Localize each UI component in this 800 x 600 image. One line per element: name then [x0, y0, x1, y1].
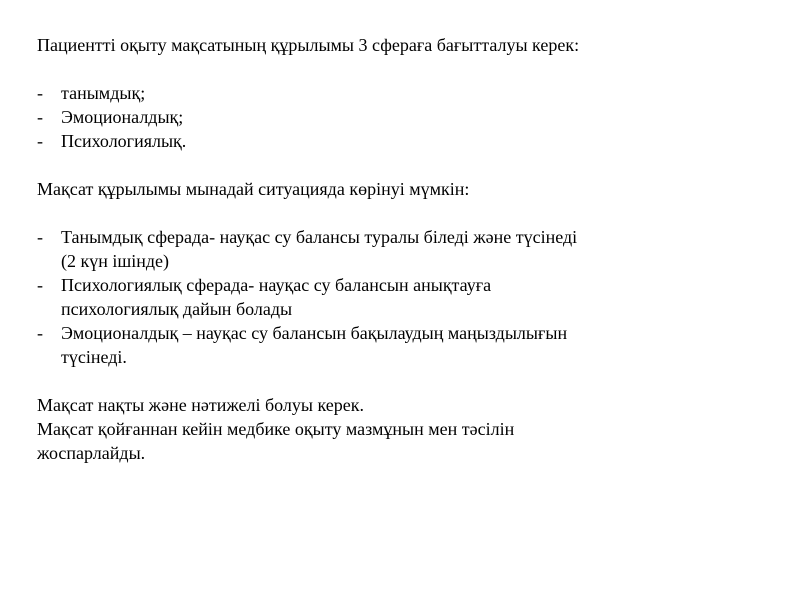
- situation-psychological-line1: Психологиялық сферада- науқас су балансын анықтауға: [61, 275, 492, 295]
- list-item: [37, 273, 757, 321]
- slide-text-body: [37, 33, 757, 465]
- sphere-psychological: Психологиялық.: [61, 131, 187, 151]
- dash-bullet: -: [37, 227, 43, 247]
- dash-bullet: -: [37, 131, 43, 151]
- list-item: [37, 81, 757, 105]
- list-item: [37, 105, 757, 129]
- spacer: [37, 369, 757, 393]
- conclusion-planning-line2: жоспарлайды.: [37, 443, 146, 463]
- dash-bullet: -: [37, 107, 43, 127]
- conclusion-planning-line1: Мақсат қойғаннан кейін медбике оқыту мазмұнын мен тәсілін: [37, 419, 515, 439]
- situation-cognitive-line2: (2 күн ішінде): [61, 251, 170, 271]
- situation-cognitive-line1: Танымдық сферада- науқас су балансы туралы біледі және түсінеді: [61, 227, 578, 247]
- dash-bullet: -: [37, 275, 43, 295]
- list-item: [37, 321, 757, 369]
- structure-intro: Мақсат құрылымы мынадай ситуацияда көрінуі мүмкін:: [37, 179, 470, 199]
- sphere-emotional: Эмоционалдық;: [61, 107, 184, 127]
- list-item: [37, 225, 757, 273]
- sphere-cognitive: танымдық;: [61, 83, 146, 103]
- slide-heading: Пациентті оқыту мақсатының құрылымы 3 сфераға бағытталуы керек:: [37, 35, 580, 55]
- situation-psychological-line2: психологиялық дайын болады: [61, 299, 293, 319]
- spacer: [37, 57, 757, 81]
- spacer: [37, 201, 757, 225]
- situations-list: [37, 225, 757, 369]
- conclusion-goal: Мақсат нақты және нәтижелі болуы керек.: [37, 395, 365, 415]
- spacer: [37, 153, 757, 177]
- spheres-list: [37, 81, 757, 153]
- situation-emotional-line1: Эмоционалдық – науқас су балансын бақылаудың маңыздылығын: [61, 323, 568, 343]
- dash-bullet: -: [37, 323, 43, 343]
- situation-emotional-line2: түсінеді.: [61, 347, 127, 367]
- list-item: [37, 129, 757, 153]
- dash-bullet: -: [37, 83, 43, 103]
